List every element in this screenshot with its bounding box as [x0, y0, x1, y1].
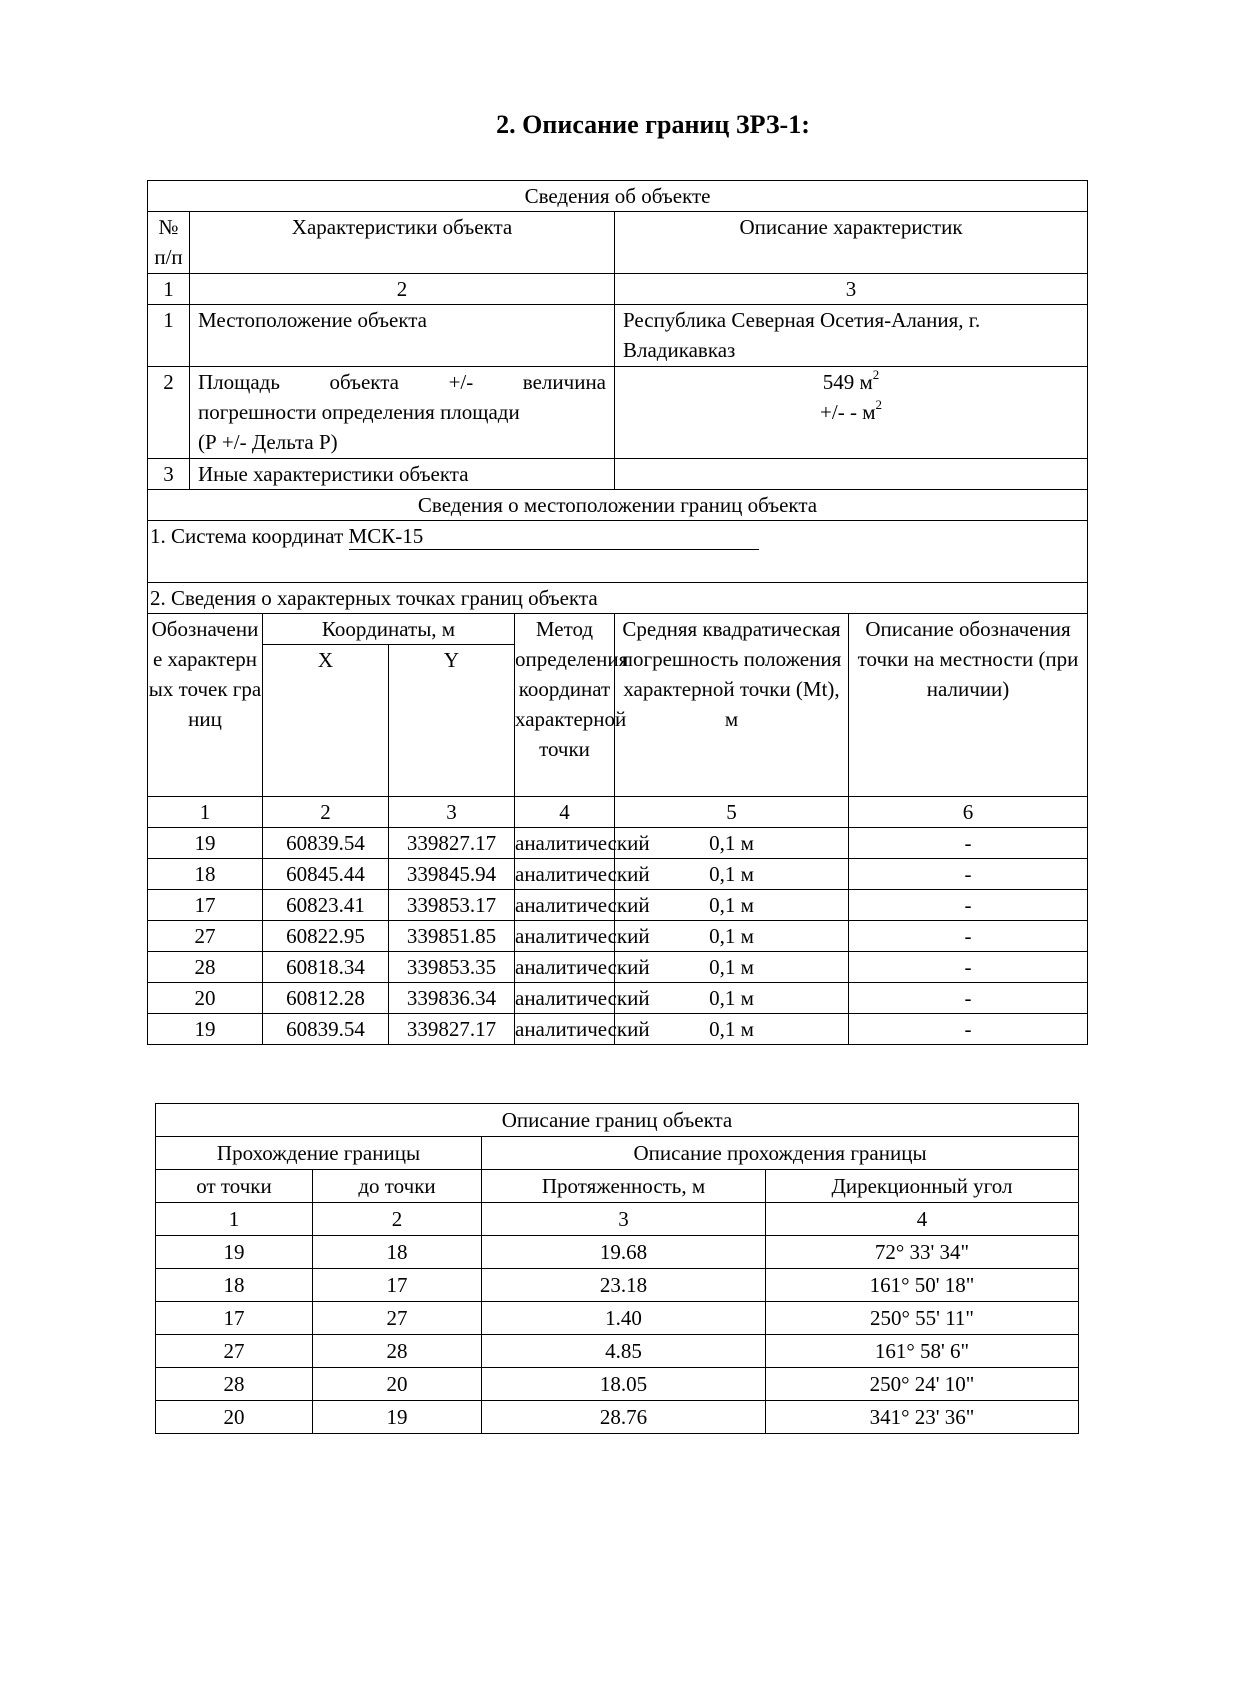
- row-num: 3: [148, 459, 190, 490]
- col-char-header: Характеристики объекта: [190, 212, 615, 274]
- point-id: 18: [148, 859, 263, 890]
- point-id: 19: [148, 1014, 263, 1045]
- index-cell: 4: [766, 1203, 1079, 1236]
- segment-angle: 161° 50' 18": [766, 1269, 1079, 1302]
- segment-length: 1.40: [482, 1302, 766, 1335]
- object-info-header: Сведения об объекте: [148, 181, 1088, 212]
- area-label-line-3: (Р +/- Дельта Р): [198, 430, 338, 454]
- boundary-table: [155, 1103, 1079, 1434]
- col-error-header: Средняя квадратическая погрешность положения характерной точки (Mt), м: [615, 614, 849, 797]
- segment-length: 4.85: [482, 1335, 766, 1368]
- point-mt: 0,1 м: [615, 1014, 849, 1045]
- point-id: 28: [148, 952, 263, 983]
- col-method-header: Метод определения координат характерной точки: [515, 614, 615, 797]
- segment-angle: 341° 23' 36": [766, 1401, 1079, 1434]
- col-from-header: от точки: [156, 1170, 313, 1203]
- point-x: 60845.44: [263, 859, 389, 890]
- point-method: аналитический: [515, 921, 615, 952]
- index-cell: 2: [190, 274, 615, 305]
- segment-to: 28: [313, 1335, 482, 1368]
- index-cell: 3: [389, 797, 515, 828]
- col-passage-header: Прохождение границы: [156, 1137, 482, 1170]
- point-method: аналитический: [515, 828, 615, 859]
- row-desc-area: [615, 367, 1088, 459]
- point-y: 339827.17: [389, 1014, 515, 1045]
- index-cell: 2: [313, 1203, 482, 1236]
- point-row: [148, 983, 1088, 1014]
- segment-to: 20: [313, 1368, 482, 1401]
- row-num: 2: [148, 367, 190, 459]
- index-cell: 3: [482, 1203, 766, 1236]
- segment-from: 19: [156, 1236, 313, 1269]
- col-x-header: X: [263, 645, 389, 797]
- segment-row: [156, 1401, 1079, 1434]
- row-desc: [615, 459, 1088, 490]
- point-x: 60839.54: [263, 828, 389, 859]
- segment-to: 19: [313, 1401, 482, 1434]
- index-cell: 5: [615, 797, 849, 828]
- segment-to: 17: [313, 1269, 482, 1302]
- boundary-header: Описание границ объекта: [156, 1104, 1079, 1137]
- row-char: Местоположение объекта: [190, 305, 615, 367]
- point-desc: -: [849, 859, 1088, 890]
- segment-length: 18.05: [482, 1368, 766, 1401]
- index-cell: 6: [849, 797, 1088, 828]
- col-desc-header: Описание характеристик: [615, 212, 1088, 274]
- index-cell: 1: [148, 274, 190, 305]
- point-row: [148, 828, 1088, 859]
- point-y: 339836.34: [389, 983, 515, 1014]
- point-mt: 0,1 м: [615, 828, 849, 859]
- point-id: 20: [148, 983, 263, 1014]
- point-method: аналитический: [515, 1014, 615, 1045]
- point-y: 339851.85: [389, 921, 515, 952]
- point-mt: 0,1 м: [615, 921, 849, 952]
- segment-from: 28: [156, 1368, 313, 1401]
- col-angle-header: Дирекционный угол: [766, 1170, 1079, 1203]
- segment-angle: 250° 55' 11": [766, 1302, 1079, 1335]
- segment-angle: 72° 33' 34": [766, 1236, 1079, 1269]
- index-cell: 4: [515, 797, 615, 828]
- point-desc: -: [849, 952, 1088, 983]
- coord-system-row: [148, 521, 1088, 583]
- point-x: 60812.28: [263, 983, 389, 1014]
- point-method: аналитический: [515, 983, 615, 1014]
- point-x: 60818.34: [263, 952, 389, 983]
- point-row: [148, 859, 1088, 890]
- col-point-header: Обозначение характерных точек границ: [148, 614, 263, 797]
- point-y: 339853.35: [389, 952, 515, 983]
- point-x: 60822.95: [263, 921, 389, 952]
- point-y: 339853.17: [389, 890, 515, 921]
- point-row: [148, 921, 1088, 952]
- col-length-header: Протяженность, м: [482, 1170, 766, 1203]
- point-mt: 0,1 м: [615, 983, 849, 1014]
- col-desc-header: Описание обозначения точки на местности (при наличии): [849, 614, 1088, 797]
- segment-row: [156, 1236, 1079, 1269]
- location-header: Сведения о местоположении границ объекта: [148, 490, 1088, 521]
- segment-row: [156, 1302, 1079, 1335]
- row-num: 1: [148, 305, 190, 367]
- point-method: аналитический: [515, 952, 615, 983]
- area-label-line-2: погрешности определения площади: [198, 400, 520, 424]
- coord-system-value: МСК-15: [349, 523, 759, 550]
- segment-to: 27: [313, 1302, 482, 1335]
- page-title: 2. Описание границ ЗРЗ-1:: [496, 110, 810, 139]
- index-cell: 2: [263, 797, 389, 828]
- index-cell: 1: [148, 797, 263, 828]
- area-label-line-1: Площадь объекта +/- величина: [198, 370, 606, 394]
- coord-system-label: 1. Система координат: [150, 524, 349, 548]
- point-desc: -: [849, 921, 1088, 952]
- point-desc: -: [849, 828, 1088, 859]
- point-y: 339845.94: [389, 859, 515, 890]
- point-method: аналитический: [515, 859, 615, 890]
- segment-from: 27: [156, 1335, 313, 1368]
- col-to-header: до точки: [313, 1170, 482, 1203]
- index-cell: 1: [156, 1203, 313, 1236]
- point-method: аналитический: [515, 890, 615, 921]
- point-x: 60839.54: [263, 1014, 389, 1045]
- segment-row: [156, 1368, 1079, 1401]
- point-id: 17: [148, 890, 263, 921]
- point-row: [148, 952, 1088, 983]
- col-y-header: Y: [389, 645, 515, 797]
- segment-row: [156, 1269, 1079, 1302]
- row-desc: Республика Северная Осетия-Алания, г. Владикавказ: [615, 305, 1088, 367]
- segment-from: 18: [156, 1269, 313, 1302]
- col-num-header: № п/п: [148, 212, 190, 274]
- area-value: 549 $м^2$: [822, 367, 880, 394]
- segment-from: 17: [156, 1302, 313, 1335]
- index-cell: 3: [615, 274, 1088, 305]
- points-label: 2. Сведения о характерных точках границ объекта: [148, 583, 1088, 614]
- segment-length: 28.76: [482, 1401, 766, 1434]
- point-id: 27: [148, 921, 263, 952]
- point-mt: 0,1 м: [615, 952, 849, 983]
- point-row: [148, 1014, 1088, 1045]
- point-mt: 0,1 м: [615, 859, 849, 890]
- segment-from: 20: [156, 1401, 313, 1434]
- segment-row: [156, 1335, 1079, 1368]
- row-char-area: [190, 367, 615, 459]
- point-desc: -: [849, 1014, 1088, 1045]
- point-desc: -: [849, 983, 1088, 1014]
- segment-angle: 250° 24' 10": [766, 1368, 1079, 1401]
- segment-length: 23.18: [482, 1269, 766, 1302]
- segment-to: 18: [313, 1236, 482, 1269]
- col-coords-header: Координаты, м: [263, 614, 515, 645]
- point-mt: 0,1 м: [615, 890, 849, 921]
- point-row: [148, 890, 1088, 921]
- segment-angle: 161° 58' 6": [766, 1335, 1079, 1368]
- row-char: Иные характеристики объекта: [190, 459, 615, 490]
- object-info-table: [147, 180, 1088, 1045]
- area-error: +/- - $м^2$: [820, 397, 882, 424]
- segment-length: 19.68: [482, 1236, 766, 1269]
- point-desc: -: [849, 890, 1088, 921]
- point-x: 60823.41: [263, 890, 389, 921]
- point-id: 19: [148, 828, 263, 859]
- col-passage-desc-header: Описание прохождения границы: [482, 1137, 1079, 1170]
- point-y: 339827.17: [389, 828, 515, 859]
